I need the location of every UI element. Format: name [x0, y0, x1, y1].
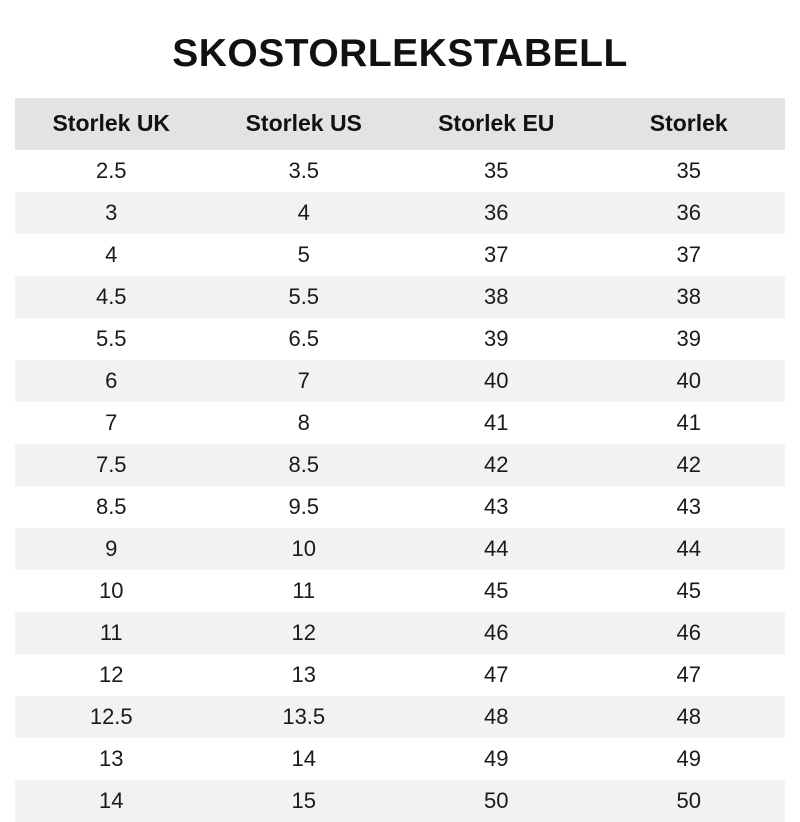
table-body [15, 150, 785, 822]
cell-uk: 8.5 [15, 486, 208, 528]
table-header-row [15, 98, 785, 150]
cell-us: 11 [208, 570, 401, 612]
cell-us: 3.5 [208, 150, 401, 192]
cell-us: 13.5 [208, 696, 401, 738]
table-row [15, 318, 785, 360]
cell-storlek: 47 [593, 654, 786, 696]
table-row [15, 612, 785, 654]
cell-uk: 4 [15, 234, 208, 276]
cell-uk: 3 [15, 192, 208, 234]
cell-eu: 40 [400, 360, 593, 402]
cell-eu: 41 [400, 402, 593, 444]
cell-us: 9.5 [208, 486, 401, 528]
table-row [15, 192, 785, 234]
cell-eu: 44 [400, 528, 593, 570]
cell-us: 5.5 [208, 276, 401, 318]
cell-storlek: 50 [593, 780, 786, 822]
cell-uk: 6 [15, 360, 208, 402]
cell-uk: 4.5 [15, 276, 208, 318]
table-row [15, 150, 785, 192]
table-row [15, 234, 785, 276]
column-header-storlek: Storlek [593, 98, 786, 150]
cell-uk: 7.5 [15, 444, 208, 486]
cell-storlek: 38 [593, 276, 786, 318]
cell-eu: 42 [400, 444, 593, 486]
column-header-eu: Storlek EU [400, 98, 593, 150]
cell-storlek: 36 [593, 192, 786, 234]
cell-us: 8 [208, 402, 401, 444]
cell-us: 7 [208, 360, 401, 402]
cell-storlek: 48 [593, 696, 786, 738]
cell-uk: 2.5 [15, 150, 208, 192]
table-row [15, 360, 785, 402]
cell-uk: 5.5 [15, 318, 208, 360]
table-row [15, 654, 785, 696]
shoe-size-table [15, 98, 785, 822]
table-row [15, 570, 785, 612]
cell-eu: 50 [400, 780, 593, 822]
table-row [15, 444, 785, 486]
cell-us: 5 [208, 234, 401, 276]
cell-storlek: 49 [593, 738, 786, 780]
cell-us: 15 [208, 780, 401, 822]
cell-us: 6.5 [208, 318, 401, 360]
cell-eu: 47 [400, 654, 593, 696]
cell-us: 8.5 [208, 444, 401, 486]
cell-eu: 35 [400, 150, 593, 192]
cell-uk: 12.5 [15, 696, 208, 738]
cell-eu: 36 [400, 192, 593, 234]
column-header-us: Storlek US [208, 98, 401, 150]
table-row [15, 696, 785, 738]
cell-storlek: 39 [593, 318, 786, 360]
cell-uk: 10 [15, 570, 208, 612]
cell-us: 10 [208, 528, 401, 570]
table-header [15, 98, 785, 150]
cell-us: 4 [208, 192, 401, 234]
cell-eu: 43 [400, 486, 593, 528]
table-row [15, 738, 785, 780]
table-row [15, 528, 785, 570]
cell-us: 13 [208, 654, 401, 696]
cell-storlek: 43 [593, 486, 786, 528]
table-row [15, 276, 785, 318]
table-row [15, 780, 785, 822]
cell-uk: 7 [15, 402, 208, 444]
table-row [15, 486, 785, 528]
cell-uk: 12 [15, 654, 208, 696]
cell-uk: 9 [15, 528, 208, 570]
cell-uk: 11 [15, 612, 208, 654]
page-title: SKOSTORLEKSTABELL [172, 32, 628, 75]
column-header-uk: Storlek UK [15, 98, 208, 150]
cell-storlek: 37 [593, 234, 786, 276]
cell-eu: 45 [400, 570, 593, 612]
cell-eu: 49 [400, 738, 593, 780]
cell-eu: 39 [400, 318, 593, 360]
cell-storlek: 42 [593, 444, 786, 486]
cell-storlek: 44 [593, 528, 786, 570]
cell-eu: 46 [400, 612, 593, 654]
cell-eu: 37 [400, 234, 593, 276]
cell-uk: 14 [15, 780, 208, 822]
cell-us: 14 [208, 738, 401, 780]
cell-storlek: 46 [593, 612, 786, 654]
cell-storlek: 45 [593, 570, 786, 612]
cell-us: 12 [208, 612, 401, 654]
cell-storlek: 35 [593, 150, 786, 192]
cell-storlek: 41 [593, 402, 786, 444]
cell-eu: 38 [400, 276, 593, 318]
cell-storlek: 40 [593, 360, 786, 402]
cell-eu: 48 [400, 696, 593, 738]
table-row [15, 402, 785, 444]
cell-uk: 13 [15, 738, 208, 780]
